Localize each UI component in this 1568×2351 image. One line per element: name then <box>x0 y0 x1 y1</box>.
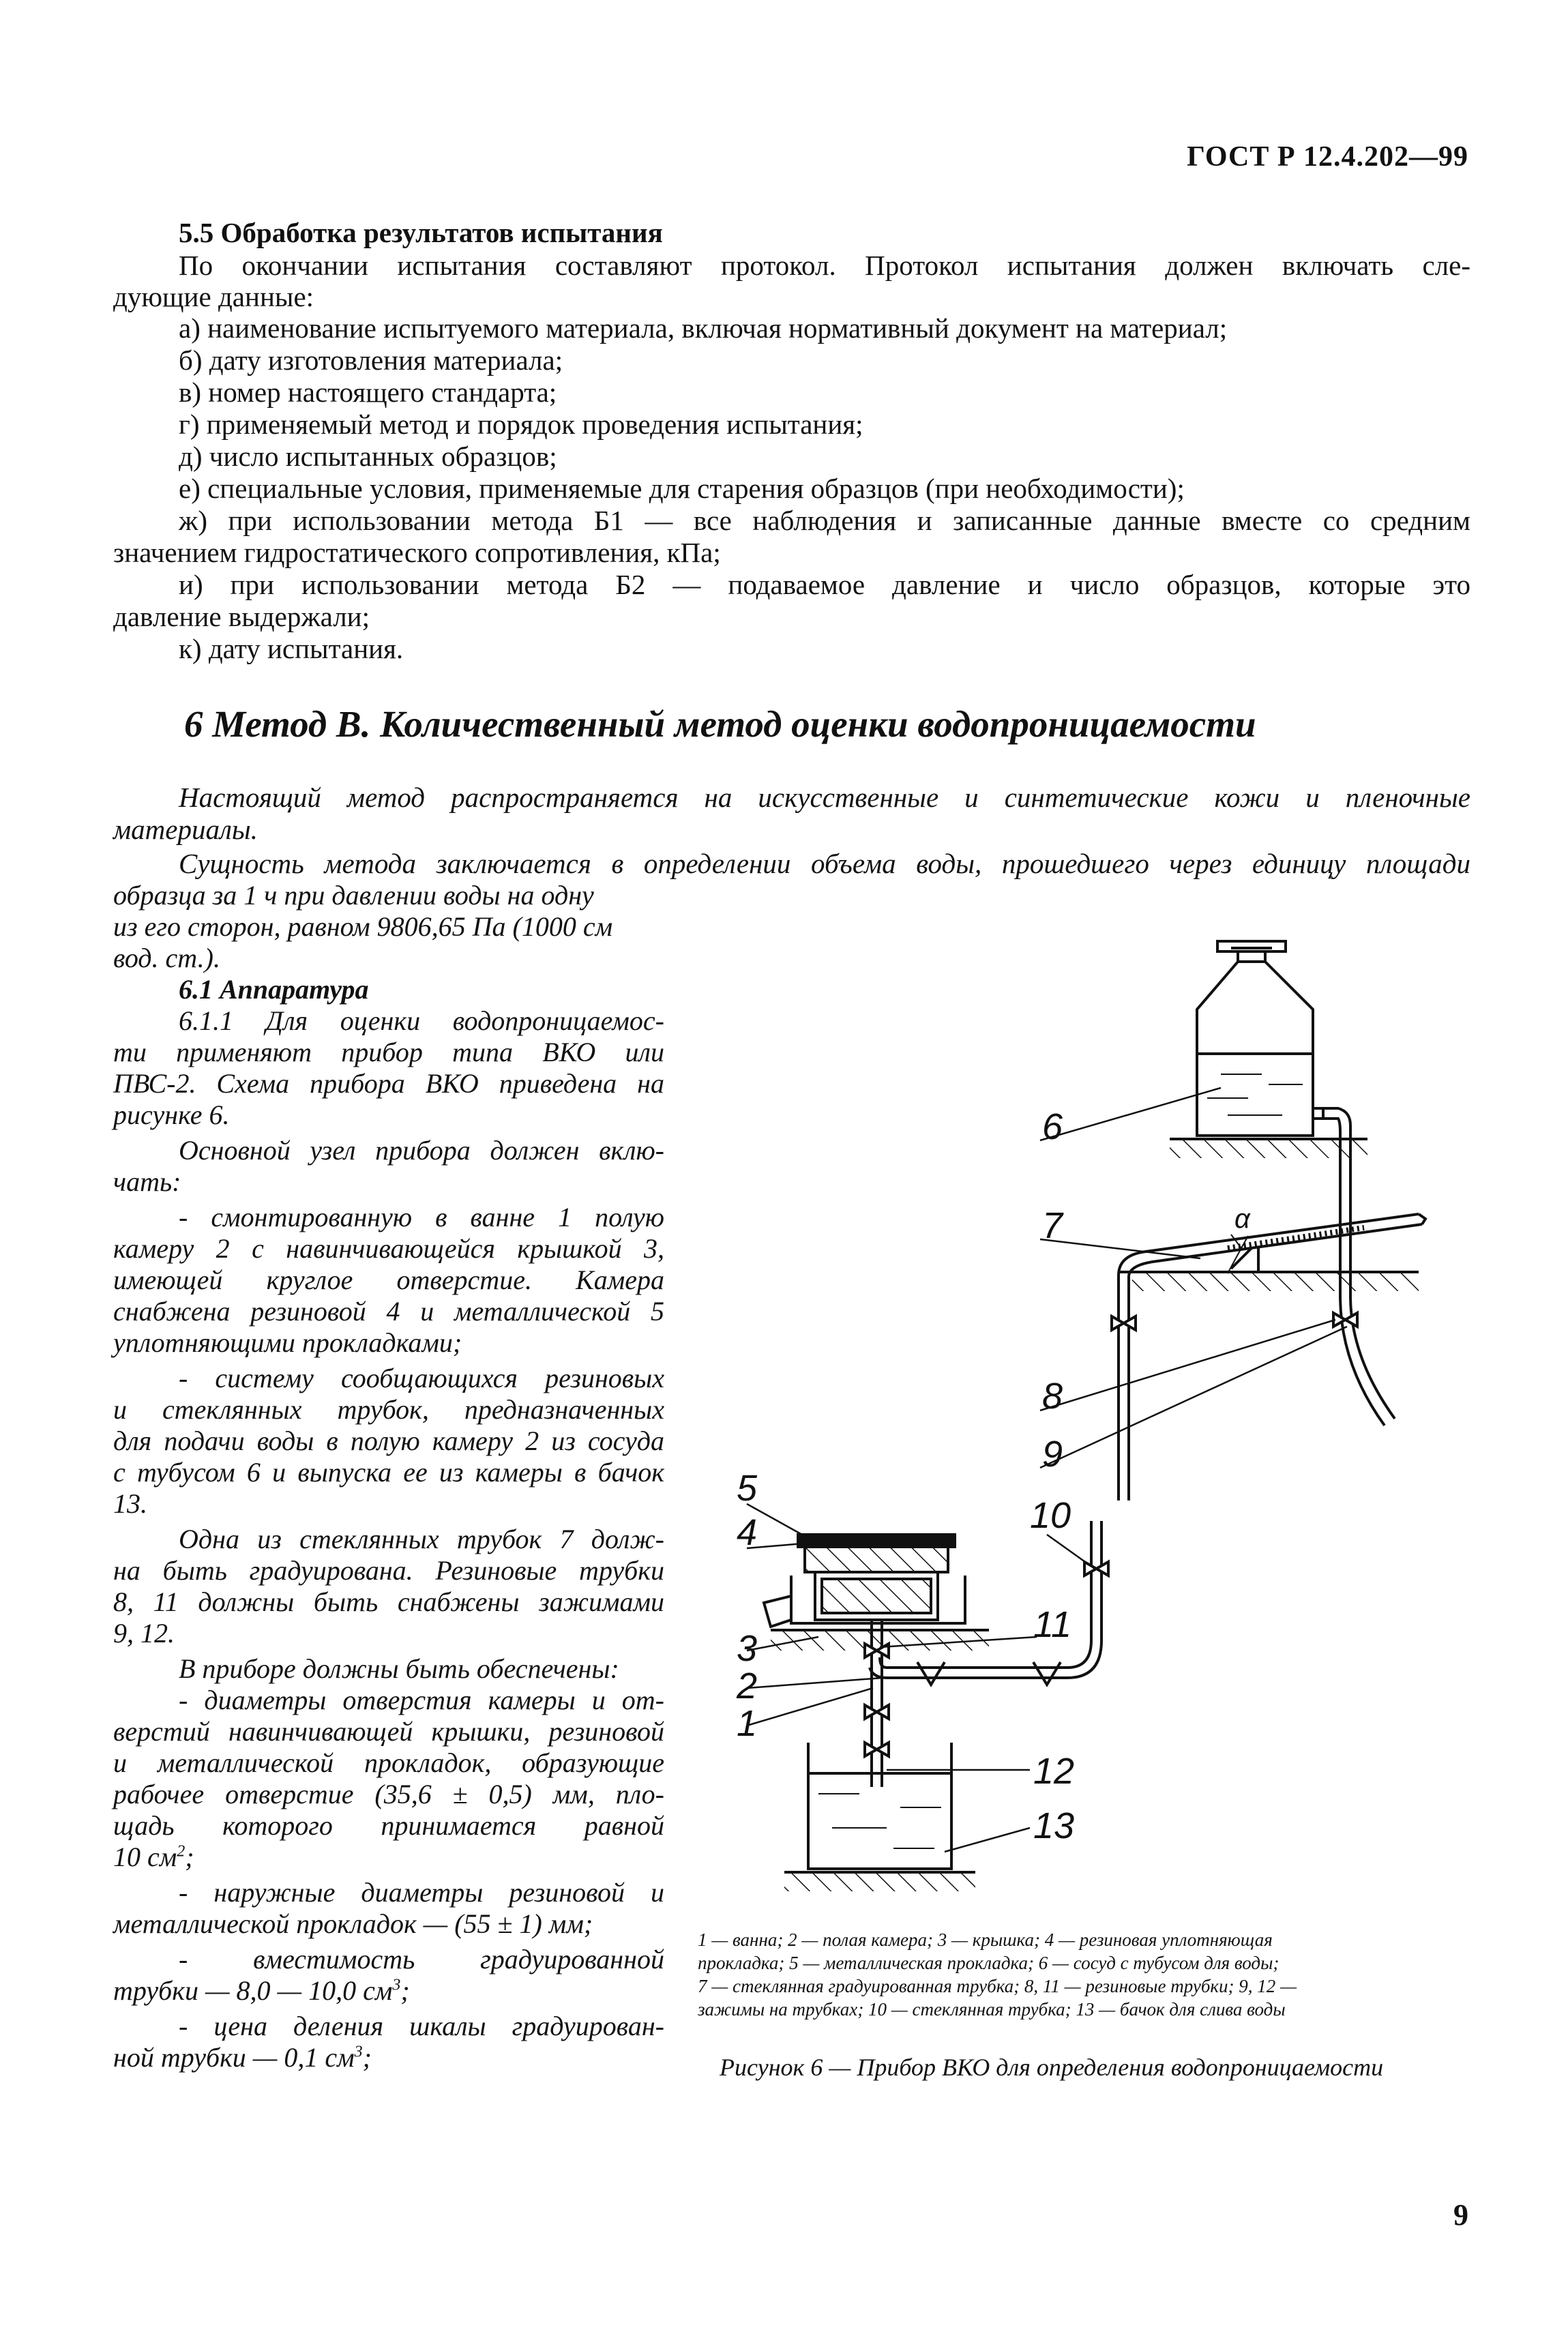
list-item: д) число испытанных образцов; <box>179 441 557 472</box>
label-3: 3 <box>737 1628 758 1669</box>
superscript: 3 <box>354 2043 363 2061</box>
graduated-tube-7 <box>1129 1224 1422 1275</box>
outlet-tube <box>1313 1108 1340 1296</box>
column-line: - смонтированную в ванне 1 полую <box>179 1202 664 1232</box>
paragraph-line: Сущность метода заключается в определении объема воды, прошедшего через единицу площади <box>179 848 1470 879</box>
column-line: вод. ст.). <box>113 943 220 973</box>
column-line: 9, 12. <box>113 1618 175 1648</box>
list-item: б) дату изготовления материала; <box>179 344 563 376</box>
standard-code: ГОСТ Р 12.4.202—99 <box>1187 141 1468 173</box>
list-item-continuation: значением гидростатического сопротивления, кПа; <box>113 537 721 568</box>
column-line: с тубусом 6 и выпуска ее из камеры в бачок <box>113 1457 664 1488</box>
paragraph-line: дующие данные: <box>113 281 314 312</box>
column-line <box>113 1842 664 1873</box>
clamp-9 <box>1333 1313 1357 1327</box>
text-span: ; <box>362 2042 372 2073</box>
column-line: - вместимость градуированной <box>179 1944 664 1975</box>
clamp-12 <box>865 1743 889 1756</box>
label-5: 5 <box>737 1468 758 1509</box>
column-line: - диаметры отверстия камеры и от- <box>179 1685 664 1715</box>
list-item: а) наименование испытуемого материала, включая нормативный документ на материал; <box>179 312 1228 344</box>
vessel-cap <box>1217 941 1286 951</box>
sub-heading-6-1: 6.1 Аппаратура <box>179 974 369 1005</box>
list-item: е) специальные условия, применяемые для старения образцов (при необходимости); <box>179 473 1185 504</box>
column-line: и стеклянных трубок, предназначенных <box>113 1394 664 1425</box>
column-line: верстий навинчивающей крышки, резиновой <box>113 1716 664 1747</box>
text-span: трубки — 8,0 — 10,0 см <box>113 1975 393 2006</box>
vessel-neck <box>1238 951 1265 962</box>
label-11: 11 <box>1033 1604 1072 1645</box>
tank-13 <box>808 1743 951 1869</box>
label-6: 6 <box>1042 1106 1063 1147</box>
column-line <box>113 2042 664 2073</box>
clamp-8 <box>1112 1316 1136 1330</box>
column-line: и металлической прокладок, образующие <box>113 1747 664 1778</box>
column-line: - цена деления шкалы градуирован- <box>179 2011 664 2041</box>
paragraph-line: Настоящий метод распространяется на искусственные и синтетические кожи и пленочные <box>179 782 1470 813</box>
column-line: камеру 2 с навинчивающейся крышкой 3, <box>113 1233 664 1264</box>
apparatus-diagram <box>682 914 1500 1923</box>
column-line: металлической прокладок — (55 ± 1) мм; <box>113 1908 593 1939</box>
angle-alpha: α <box>1234 1204 1250 1234</box>
label-9: 9 <box>1042 1434 1063 1475</box>
list-item: и) при использовании метода Б2 — подаваемое давление и число образцов, которые это <box>179 569 1470 600</box>
label-8: 8 <box>1042 1376 1063 1417</box>
list-item: к) дату испытания. <box>179 633 404 664</box>
cover-3 <box>805 1545 948 1572</box>
column-line: ти применяют прибор типа ВКО или <box>113 1037 664 1067</box>
label-10: 10 <box>1030 1495 1071 1536</box>
column-line: на быть градуирована. Резиновые трубки <box>113 1555 664 1586</box>
list-item: в) номер настоящего стандарта; <box>179 376 557 408</box>
column-line: 6.1.1 Для оценки водопроницаемос- <box>179 1005 664 1036</box>
label-12: 12 <box>1033 1751 1075 1792</box>
paragraph-line: По окончании испытания составляют протокол. Протокол испытания должен включать сле- <box>179 250 1470 281</box>
column-line: снабжена резиновой 4 и металлической 5 <box>113 1296 664 1327</box>
column-line: чать: <box>113 1166 181 1197</box>
column-line: - систему сообщающихся резиновых <box>179 1363 664 1393</box>
column-line: образца за 1 ч при давлении воды на одну <box>113 880 594 911</box>
column-line: В приборе должны быть обеспечены: <box>179 1653 619 1684</box>
section-title-6: 6 Метод В. Количественный метод оценки водопроницаемости <box>184 703 1256 745</box>
list-item: ж) при использовании метода Б1 — все наблюдения и записанные данные вместе со средним <box>179 505 1470 536</box>
figure-legend-line: 1 — ванна; 2 — полая камера; 3 — крышка; 4 — резиновая уплотняющая <box>698 1929 1273 1950</box>
column-line: для подачи воды в полую камеру 2 из сосуда <box>113 1425 664 1456</box>
column-line <box>113 1975 664 2007</box>
paragraph-line: материалы. <box>113 814 258 845</box>
bath-handle <box>764 1596 791 1627</box>
list-item: г) применяемый метод и порядок проведения испытания; <box>179 409 863 440</box>
superscript: 2 <box>177 1842 186 1861</box>
label-7: 7 <box>1042 1205 1063 1246</box>
column-line: Одна из стеклянных трубок 7 долж- <box>179 1524 664 1554</box>
text-span: ; <box>185 1842 194 1872</box>
outlet-tube <box>1313 1108 1350 1296</box>
label-13: 13 <box>1033 1805 1075 1846</box>
column-line: 13. <box>113 1488 147 1519</box>
label-4: 4 <box>737 1512 758 1553</box>
column-line: Основной узел прибора должен вклю- <box>179 1135 664 1166</box>
superscript: 3 <box>392 1976 401 1994</box>
column-line: уплотняющими прокладками; <box>113 1327 462 1358</box>
column-line: щадь которого принимается равной <box>113 1810 664 1841</box>
column-line: 8, 11 должны быть снабжены зажимами <box>113 1586 664 1617</box>
list-item-continuation: давление выдержали; <box>113 601 370 632</box>
column-line: имеющей круглое отверстие. Камера <box>113 1265 664 1295</box>
figure-legend-line: зажимы на трубках; 10 — стеклянная трубка; 13 — бачок для слива воды <box>698 1999 1286 2020</box>
figure-legend-line: 7 — стеклянная градуированная трубка; 8, 11 — резиновые трубки; 9, 12 — <box>698 1976 1297 1996</box>
text-span: ; <box>400 1975 410 2006</box>
page-number: 9 <box>1453 2198 1468 2232</box>
column-line: рабочее отверстие (35,6 ± 0,5) мм, пло- <box>113 1779 664 1809</box>
figure-legend-line: прокладка; 5 — металлическая прокладка; 6 — сосуд с тубусом для воды; <box>698 1953 1279 1973</box>
column-line: рисунке 6. <box>113 1099 230 1130</box>
column-line: ПВС-2. Схема прибора ВКО приведена на <box>113 1068 664 1099</box>
label-1: 1 <box>737 1703 758 1744</box>
vessel-body <box>1197 962 1313 1136</box>
label-2: 2 <box>737 1666 758 1706</box>
section-heading-5-5: 5.5 Обработка результатов испытания <box>179 217 663 248</box>
text-span: 10 см <box>113 1842 177 1872</box>
gaskets-4-5 <box>798 1535 955 1547</box>
figure-caption: Рисунок 6 — Прибор ВКО для определения водопроницаемости <box>720 2054 1384 2081</box>
text-span: ной трубки — 0,1 см <box>113 2042 355 2073</box>
column-line: - наружные диаметры резиновой и <box>179 1877 664 1908</box>
column-line: из его сторон, равном 9806,65 Па (1000 см <box>113 911 613 942</box>
